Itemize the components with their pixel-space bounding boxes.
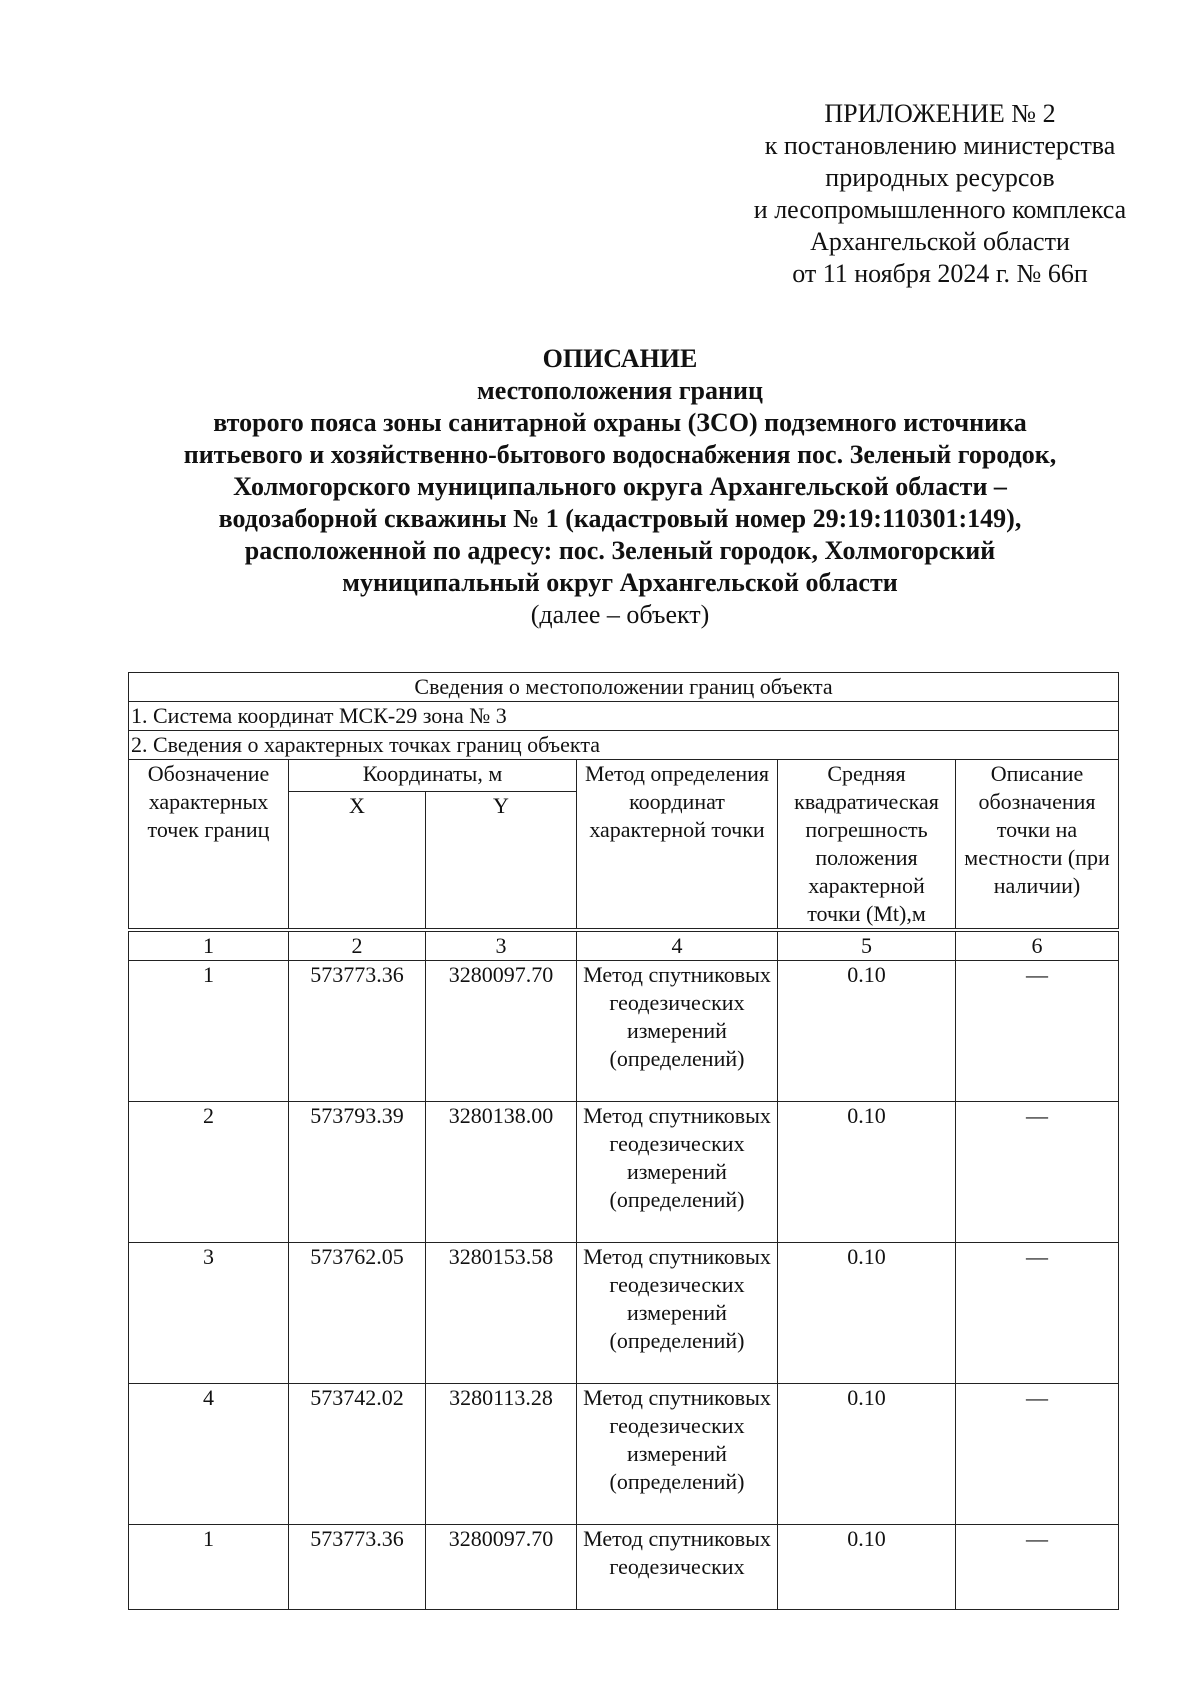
appendix-line: Архангельской области (810, 227, 1070, 256)
title-line: расположенной по адресу: пос. Зеленый городок, Холмогорский (244, 536, 996, 565)
column-number: 5 (778, 930, 956, 961)
appendix-line: природных ресурсов (825, 163, 1055, 192)
column-number: 3 (426, 930, 577, 961)
table-row (129, 961, 1119, 1102)
cell-x: 573742.02 (289, 1384, 426, 1525)
cell-description: — (956, 1102, 1119, 1243)
cell-method: Метод спутниковых геодезических измерений (определений) (577, 1243, 778, 1384)
appendix-block (720, 98, 1160, 290)
cell-y: 3280097.70 (426, 961, 577, 1102)
cell-y: 3280097.70 (426, 1525, 577, 1610)
cell-x: 573773.36 (289, 1525, 426, 1610)
header-method: Метод определения координат характерной точки (577, 760, 778, 931)
title-heading: ОПИСАНИЕ (542, 344, 698, 373)
cell-point: 2 (129, 1102, 289, 1243)
cell-y: 3280153.58 (426, 1243, 577, 1384)
cell-description: — (956, 961, 1119, 1102)
cell-x: 573793.39 (289, 1102, 426, 1243)
title-line: питьевого и хозяйственно-бытового водоснабжения пос. Зеленый городок, (183, 440, 1057, 469)
cell-x: 573773.36 (289, 961, 426, 1102)
cell-y: 3280113.28 (426, 1384, 577, 1525)
header-y: Y (426, 791, 577, 930)
column-number: 4 (577, 930, 778, 961)
title-line: Холмогорского муниципального округа Архангельской области – (233, 472, 1007, 501)
cell-x: 573762.05 (289, 1243, 426, 1384)
cell-method: Метод спутниковых геодезических измерений (определений) (577, 1384, 778, 1525)
cell-point: 1 (129, 961, 289, 1102)
cell-point: 4 (129, 1384, 289, 1525)
title-line: муниципальный округ Архангельской области (342, 568, 898, 597)
table-row (129, 1525, 1119, 1610)
cell-error: 0.10 (778, 1102, 956, 1243)
cell-description: — (956, 1525, 1119, 1610)
appendix-line: от 11 ноября 2024 г. № 66п (792, 259, 1088, 288)
table-caption: Сведения о местоположении границ объекта (129, 673, 1119, 702)
title-line: местоположения границ (477, 376, 763, 405)
cell-description: — (956, 1243, 1119, 1384)
cell-method: Метод спутниковых геодезических измерений (определений) (577, 961, 778, 1102)
cell-method: Метод спутниковых геодезических (577, 1525, 778, 1610)
cell-error: 0.10 (778, 1525, 956, 1610)
points-section-title: 2. Сведения о характерных точках границ объекта (129, 731, 1119, 760)
column-number: 2 (289, 930, 426, 961)
document-title (80, 343, 1160, 631)
header-error: Средняя квадратическая погрешность положения характерной точки (Mt),м (778, 760, 956, 931)
title-subtitle: (далее – объект) (530, 600, 710, 629)
cell-error: 0.10 (778, 961, 956, 1102)
cell-description: — (956, 1384, 1119, 1525)
header-point: Обозначение характерных точек границ (129, 760, 289, 931)
cell-point: 3 (129, 1243, 289, 1384)
title-line: водозаборной скважины № 1 (кадастровый номер 29:19:110301:149), (218, 504, 1022, 533)
cell-error: 0.10 (778, 1243, 956, 1384)
header-x: X (289, 791, 426, 930)
boundary-points-table (128, 672, 1119, 1610)
table-row (129, 1243, 1119, 1384)
table-row (129, 1102, 1119, 1243)
column-number: 6 (956, 930, 1119, 961)
header-description: Описание обозначения точки на местности (при наличии) (956, 760, 1119, 931)
title-line: второго пояса зоны санитарной охраны (ЗСО) подземного источника (213, 408, 1027, 437)
header-coords: Координаты, м (289, 760, 577, 792)
appendix-line: и лесопромышленного комплекса (753, 195, 1127, 224)
table-row (129, 1384, 1119, 1525)
cell-error: 0.10 (778, 1384, 956, 1525)
cell-method: Метод спутниковых геодезических измерений (определений) (577, 1102, 778, 1243)
cell-y: 3280138.00 (426, 1102, 577, 1243)
appendix-line: к постановлению министерства (764, 131, 1116, 160)
coordinate-system: 1. Система координат МСК-29 зона № 3 (129, 702, 1119, 731)
cell-point: 1 (129, 1525, 289, 1610)
appendix-line: ПРИЛОЖЕНИЕ № 2 (824, 99, 1056, 128)
column-number: 1 (129, 930, 289, 961)
